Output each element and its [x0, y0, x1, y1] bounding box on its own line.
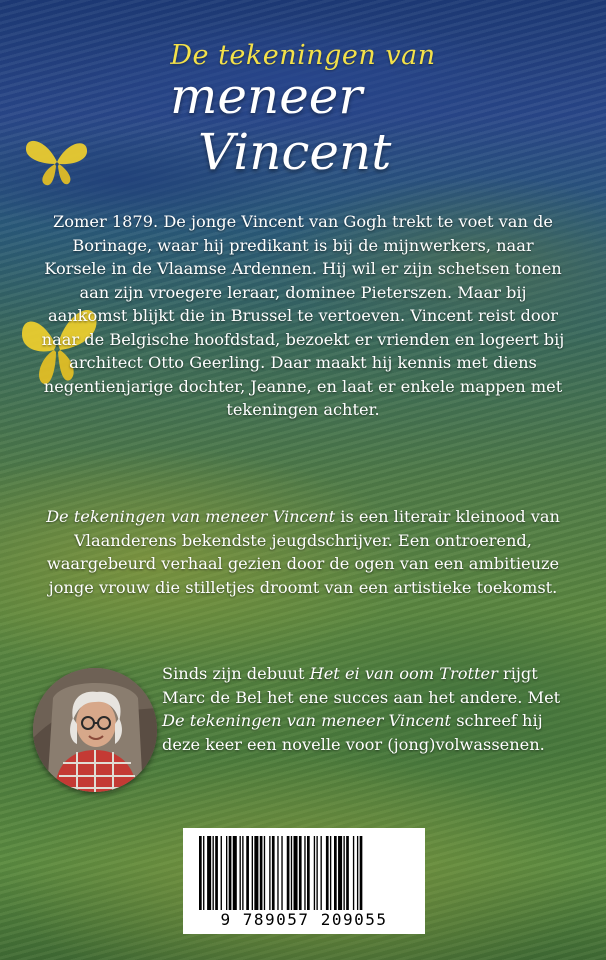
- author-bio-text-3: schreef hij deze keer een novelle voor (jong)volwassenen.: [162, 711, 545, 754]
- book-title-italic-2: De tekeningen van meneer Vincent: [162, 711, 452, 730]
- butterfly-icon: [22, 130, 92, 190]
- barcode-bars: [195, 836, 413, 910]
- author-bio-text-1: Sinds zijn debuut: [162, 664, 310, 683]
- barcode: [183, 828, 425, 934]
- title-line-2: Vincent: [198, 123, 392, 181]
- blurb-paragraph-2-text: is een literair kleinood van Vlaanderens bekendste jeugdschrijver. Een ontroerend, waargebeurd verhaal gezien door de ogen van een ambitieuze jonge vrouw die stilletjes droomt van een artistieke toekomst.: [46, 507, 560, 597]
- title-small: De tekeningen van: [170, 40, 436, 71]
- author-portrait: [33, 668, 157, 792]
- book-title-italic: De tekeningen van meneer Vincent: [46, 507, 336, 526]
- blurb-paragraph-1: Zomer 1879. De jonge Vincent van Gogh trekt te voet van de Borinage, waar hij predikant is bij de mijnwerkers, naar Korsele in de Vlaamse Ardennen. Hij wil er zijn schetsen tonen aan zijn vroegere leraar, dominee Pieterszen. Maar bij aankomst blijkt die in Brussel te vertoeven. Vincent reist door naar de Belgische hoofdstad, bezoekt er vrienden en logeert bij architect Otto Geerling. Daar maakt hij kennis met diens negentienjarige dochter, Jeanne, en laat er enkele mappen met tekeningen achter.: [41, 212, 565, 419]
- isbn-number: 9 789057 209055: [220, 910, 388, 929]
- author-photo: [33, 668, 157, 792]
- title-line-1: meneer: [170, 67, 363, 125]
- blurb-paragraph-2: [40, 505, 566, 599]
- book-title: [170, 68, 590, 180]
- author-bio: [162, 662, 582, 756]
- debut-title: Het ei van oom Trotter: [309, 664, 498, 683]
- author-bio-text-2: rijgt Marc de Bel het ene succes aan het andere. Met: [162, 664, 561, 707]
